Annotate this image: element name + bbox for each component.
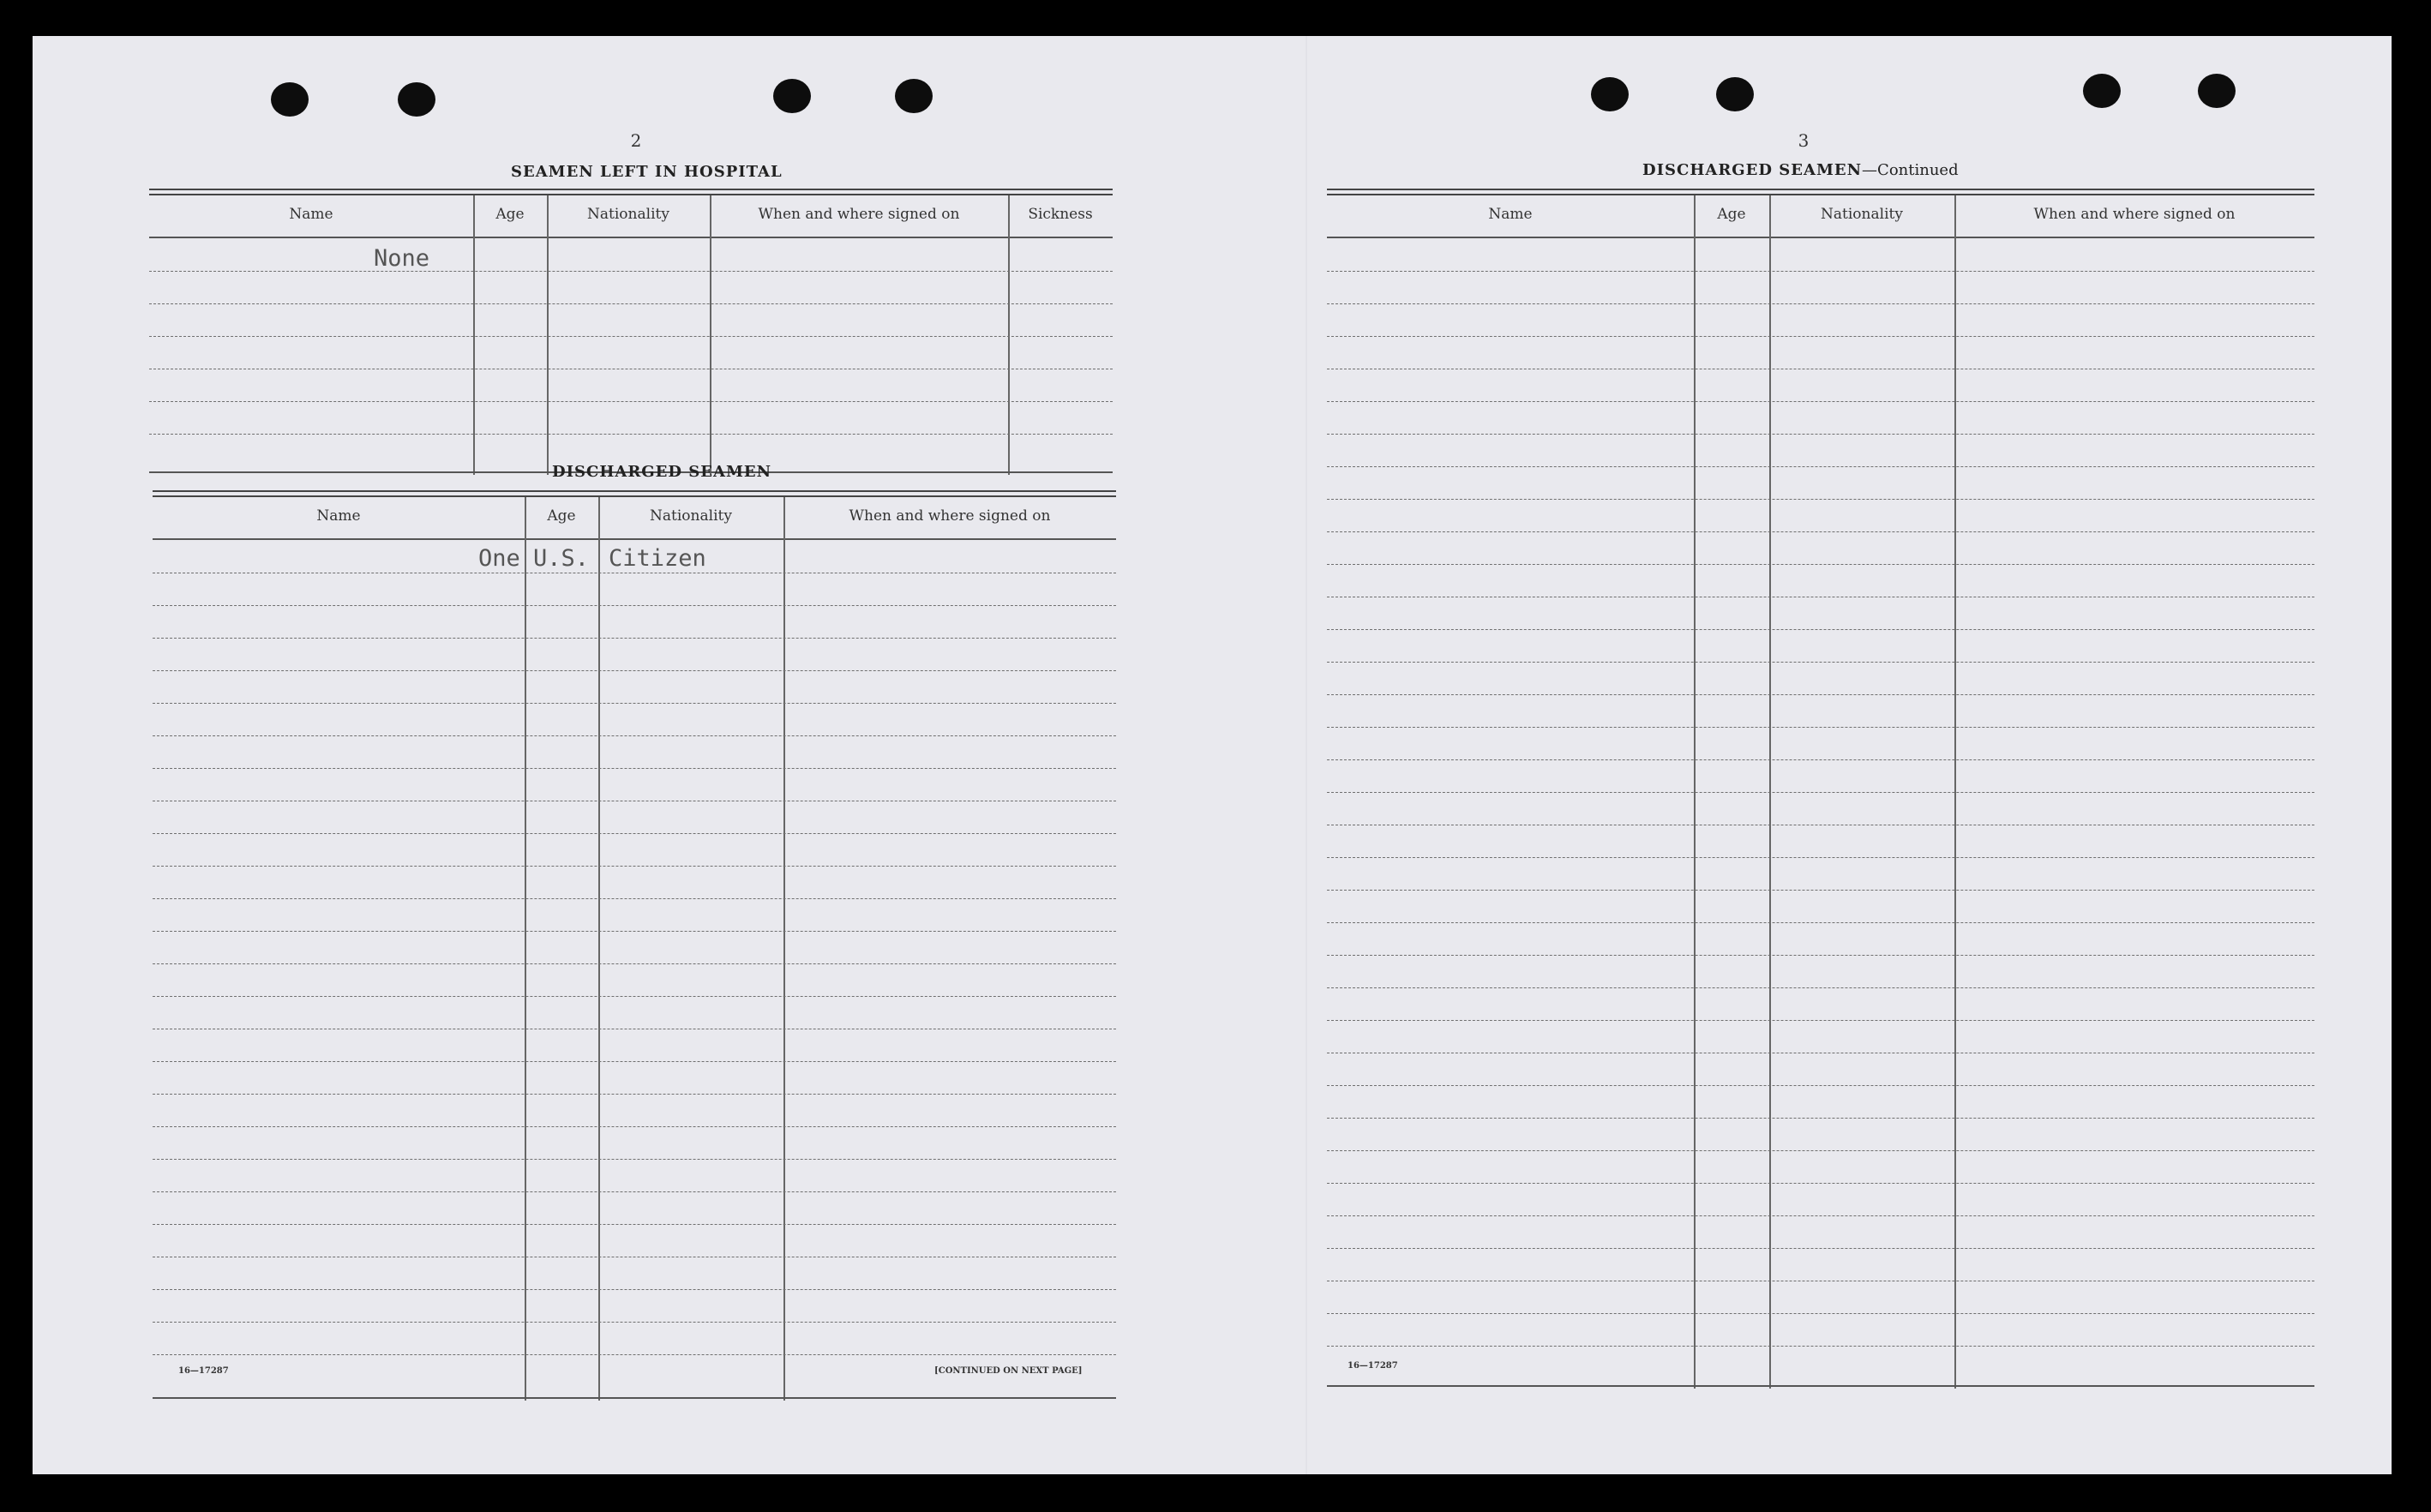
ruled-line: [1327, 531, 2314, 532]
discharged-entry-nationality: Citizen: [609, 545, 706, 572]
ruled-line: [153, 963, 1116, 964]
ruled-line: [1327, 792, 2314, 793]
ruled-line: [1327, 1215, 2314, 1216]
discharged-right-col-age: Age: [1717, 206, 1746, 223]
ruled-line: [153, 638, 1116, 639]
ruled-line: [153, 1289, 1116, 1290]
discharged-table-left: [153, 490, 1116, 1399]
ruled-line: [153, 931, 1116, 932]
punch-hole: [398, 82, 435, 117]
discharged-entry-name: One: [478, 545, 520, 572]
ruled-line: [153, 1126, 1116, 1127]
ruled-line: [1327, 499, 2314, 500]
hospital-col-sickness: Sickness: [1028, 206, 1093, 223]
hospital-title: SEAMEN LEFT IN HOSPITAL: [511, 163, 783, 181]
ruled-line: [1327, 694, 2314, 695]
hospital-col-nationality: Nationality: [587, 206, 669, 223]
hospital-col-age: Age: [495, 206, 525, 223]
ruled-line: [1327, 1346, 2314, 1347]
ruled-line: [153, 1354, 1116, 1355]
ruled-line: [1327, 857, 2314, 858]
ruled-line: [1327, 434, 2314, 435]
discharged-table-right: [1327, 189, 2314, 1390]
ruled-line: [1327, 336, 2314, 337]
ruled-line: [1327, 401, 2314, 402]
ruled-line: [1327, 466, 2314, 467]
ruled-line: [1327, 987, 2314, 988]
document-sheet: [33, 36, 2392, 1474]
ruled-line: [1327, 890, 2314, 891]
discharged-left-col-age: Age: [547, 507, 576, 525]
hospital-table: [149, 189, 1113, 477]
ruled-line: [153, 703, 1116, 704]
punch-hole: [1716, 77, 1754, 111]
discharged-left-col-name: Name: [316, 507, 361, 525]
discharged-left-col-signed-on: When and where signed on: [849, 507, 1051, 525]
ruled-line: [1327, 271, 2314, 272]
hospital-col-signed-on: When and where signed on: [758, 206, 960, 223]
ruled-line: [153, 1159, 1116, 1160]
ruled-line: [153, 1094, 1116, 1095]
ruled-line: [1327, 564, 2314, 565]
discharged-title-left: DISCHARGED SEAMEN: [552, 463, 772, 481]
ruled-line: [1327, 759, 2314, 760]
discharged-title-right-main: DISCHARGED SEAMEN: [1642, 161, 1863, 179]
discharged-title-right: [1642, 161, 1959, 179]
page-number-right: 3: [1798, 130, 1810, 151]
ruled-line: [153, 1224, 1116, 1225]
ruled-line: [1327, 955, 2314, 956]
discharged-left-col-nationality: Nationality: [650, 507, 732, 525]
ruled-line: [153, 898, 1116, 899]
ruled-line: [1327, 1118, 2314, 1119]
ruled-line: [1327, 1313, 2314, 1314]
punch-hole: [773, 79, 811, 113]
ruled-line: [1327, 727, 2314, 728]
ruled-line: [153, 996, 1116, 997]
ruled-line: [1327, 1085, 2314, 1086]
ruled-line: [1327, 1020, 2314, 1021]
form-number-right: 16—17287: [1348, 1361, 1398, 1371]
ruled-line: [1327, 303, 2314, 304]
ruled-line: [153, 1061, 1116, 1062]
punch-hole: [895, 79, 933, 113]
ruled-line: [153, 833, 1116, 834]
discharged-title-right-cont: —Continued: [1862, 161, 1959, 179]
ruled-line: [153, 670, 1116, 671]
discharged-right-col-name: Name: [1488, 206, 1533, 223]
ruled-line: [1327, 1248, 2314, 1249]
punch-hole: [2083, 74, 2121, 108]
ruled-line: [1327, 662, 2314, 663]
ruled-line: [153, 1191, 1116, 1192]
ruled-line: [153, 1322, 1116, 1323]
punch-hole: [1591, 77, 1629, 111]
ruled-line: [153, 866, 1116, 867]
continued-note: [CONTINUED ON NEXT PAGE]: [934, 1366, 1083, 1376]
ruled-line: [153, 768, 1116, 769]
form-number-left: 16—17287: [178, 1366, 229, 1376]
page-fold: [1306, 36, 1307, 1474]
ruled-line: [1327, 1183, 2314, 1184]
ruled-line: [1327, 629, 2314, 630]
hospital-entry-name: None: [374, 245, 430, 272]
punch-hole: [2198, 74, 2236, 108]
discharged-right-col-nationality: Nationality: [1821, 206, 1903, 223]
punch-hole: [271, 82, 309, 117]
discharged-entry-age: U.S.: [533, 545, 590, 572]
discharged-right-col-signed-on: When and where signed on: [2033, 206, 2236, 223]
ruled-line: [1327, 922, 2314, 923]
hospital-col-name: Name: [289, 206, 333, 223]
ruled-line: [1327, 1150, 2314, 1151]
ruled-line: [153, 735, 1116, 736]
ruled-line: [153, 605, 1116, 606]
page-number-left: 2: [630, 130, 642, 151]
